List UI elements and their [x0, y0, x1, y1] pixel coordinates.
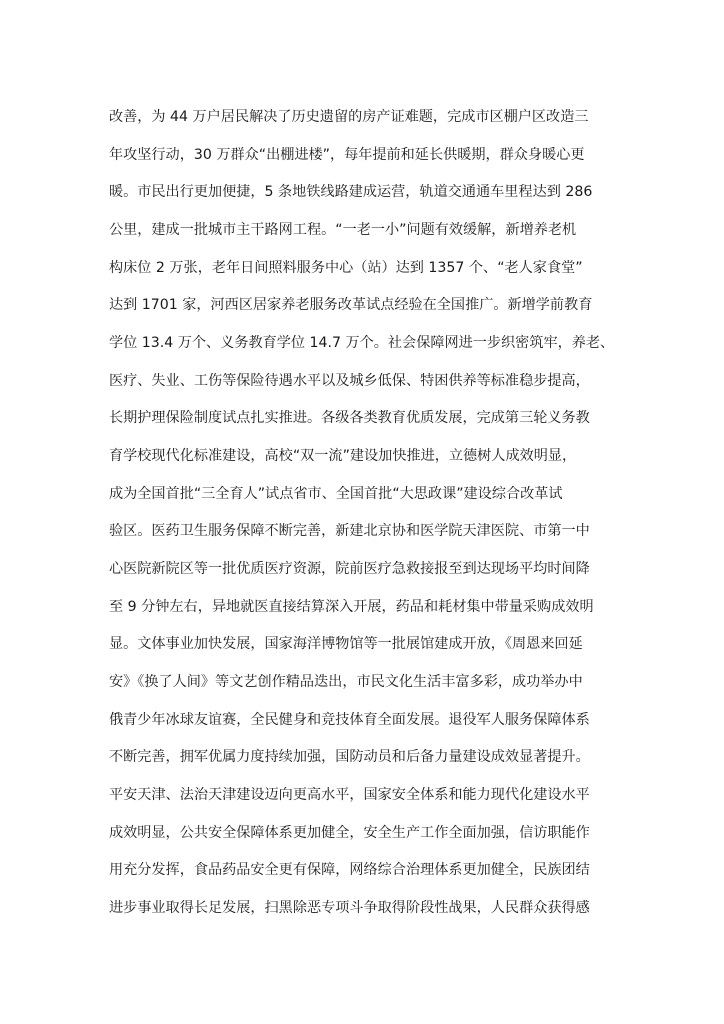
text-line: 公里，建成一批城市主干路网工程。“一老一小”问题有效缓解，新增养老机 — [109, 222, 577, 238]
text-line: 学位 13.4 万个、义务教育学位 14.7 万个。社会保障网进一步织密筑牢，养老、 — [109, 335, 615, 351]
text-line: 平安天津、法治天津建设迈向更高水平，国家安全体系和能力现代化建设水平 — [109, 787, 590, 803]
text-line: 改善，为 44 万户居民解决了历史遗留的房产证难题，完成市区棚户区改造三 — [109, 109, 589, 125]
text-line: 不断完善，拥军优属力度持续加强，国防动员和后备力量建设成效显著提升。 — [109, 749, 590, 765]
text-line: 年攻坚行动，30 万群众“出棚进楼”，每年提前和延长供暖期，群众身暖心更 — [109, 147, 585, 163]
text-line: 俄青少年冰球友谊赛，全民健身和竞技体育全面发展。退役军人服务保障体系 — [109, 712, 590, 728]
text-line: 安》《换了人间》等文艺创作精品迭出，市民文化生活丰富多彩，成功举办中 — [109, 674, 583, 690]
text-line: 成为全国首批“三全育人”试点省市、全国首批“大思政课”建设综合改革试 — [109, 486, 563, 502]
text-line: 长期护理保险制度试点扎实推进。各级各类教育优质发展，完成第三轮义务教 — [109, 410, 590, 426]
text-line: 心医院新院区等一批优质医疗资源，院前医疗急救接报至到达现场平均时间降 — [109, 561, 590, 577]
text-line: 医疗、失业、工伤等保险待遇水平以及城乡低保、特困供养等标准稳步提高， — [109, 373, 590, 389]
text-line: 用充分发挥，食品药品安全更有保障，网络综合治理体系更加健全，民族团结 — [109, 862, 590, 878]
text-line: 构床位 2 万张，老年日间照料服务中心（站）达到 1357 个、“老人家食堂” — [109, 260, 583, 276]
text-line: 验区。医药卫生服务保障不断完善，新建北京协和医学院天津医院、市第一中 — [109, 523, 590, 539]
text-line: 显。文体事业加快发展，国家海洋博物馆等一批展馆建成开放，《周恩来回延 — [109, 636, 583, 652]
text-line: 育学校现代化标准建设，高校“双一流”建设加快推进，立德树人成效明显， — [109, 448, 577, 464]
text-line: 达到 1701 家，河西区居家养老服务改革试点经验在全国推广。新增学前教育 — [109, 297, 593, 313]
text-line: 暖。市民出行更加便捷，5 条地铁线路建成运营，轨道交通通车里程达到 286 — [109, 184, 593, 200]
text-line: 至 9 分钟左右，异地就医直接结算深入开展，药品和耗材集中带量采购成效明 — [109, 599, 594, 615]
text-line: 进步事业取得长足发展，扫黑除恶专项斗争取得阶段性战果，人民群众获得感 — [109, 900, 590, 916]
text-line: 成效明显，公共安全保障体系更加健全，安全生产工作全面加强，信访职能作 — [109, 825, 590, 841]
